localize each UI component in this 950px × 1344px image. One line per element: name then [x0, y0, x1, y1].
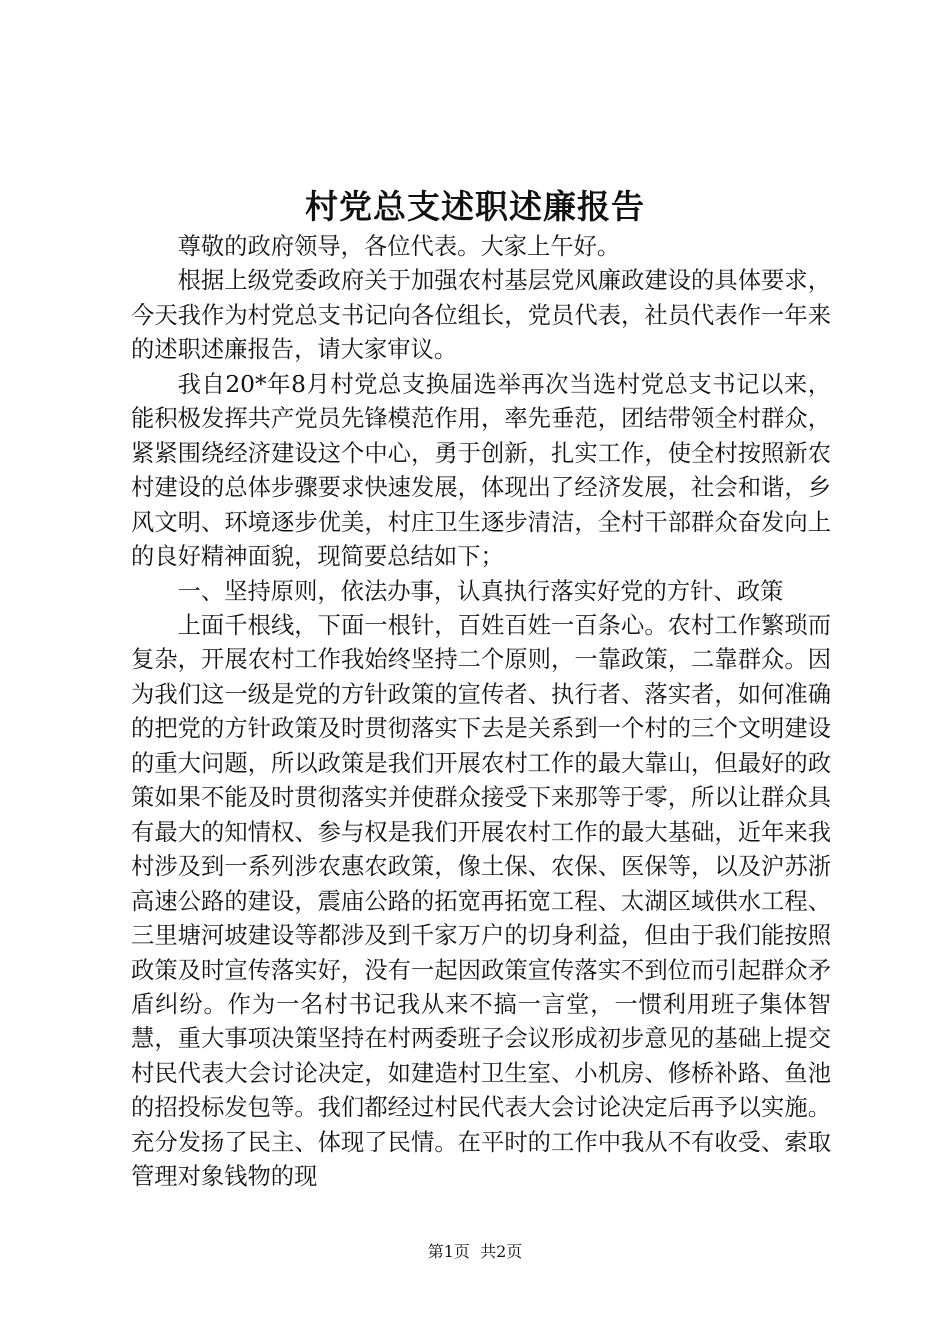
page-footer — [0, 1240, 950, 1264]
paragraph-greeting: 尊敬的政府领导，各位代表。大家上午好。 — [177, 233, 621, 260]
paragraph-summary: 我自20*年8月村党总支换届选举再次当选村党总支书记以来，能积极发挥共产党员先锋模范作用，率先垂范，团结带领全村群众，紧紧围绕经济建设这个中心，勇于创新，扎实工作，使全村按照新农村建设的总体步骤要求快速发展，体现出了经济发展，社会和谐，乡风文明、环境逐步优美，村庄卫生逐步清洁，全村干部群众奋发向上的良好精神面貌，现简要总结如下； — [131, 370, 831, 571]
page-number: 第1页 — [427, 1242, 470, 1261]
section-heading-1: 一、坚持原则，依法办事，认真执行落实好党的方针、政策 — [177, 577, 784, 605]
paragraph-intro: 根据上级党委政府关于加强农村基层党风廉政建设的具体要求，今天我作为村党总支书记向各位组长，党员代表，社员代表作一年来的述职述廉报告，请大家审议。 — [131, 267, 831, 364]
document-body — [131, 230, 831, 1195]
page-total: 共2页 — [480, 1242, 523, 1261]
document-title: 村党总支述职述廉报告 — [305, 187, 645, 226]
paragraph-section-1: 上面千根线，下面一根针，百姓百姓一百条心。农村工作繁琐而复杂，开展农村工作我始终坚持二个原则，一靠政策，二靠群众。因为我们这一级是党的方针政策的宣传者、执行者、落实者，如何准确的把党的方针政策及时贯彻落实下去是关系到一个村的三个文明建设的重大问题，所以政策是我们开展农村工作的最大靠山，但最好的政策如果不能及时贯彻落实并使群众接受下来那等于零，所以让群众具有最大的知情权、参与权是我们开展农村工作的最大基础，近年来我村涉及到一系列涉农惠农政策，像土保、农保、医保等，以及沪苏浙高速公路的建设，震庙公路的拓宽再拓宽工程、太湖区域供水工程、三里塘河坡建设等都涉及到千家万户的切身利益，但由于我们能按照政策及时宣传落实好，没有一起因政策宣传落实不到位而引起群众矛盾纠纷。作为一名村书记我从来不搞一言堂，一惯利用班子集体智慧，重大事项决策坚持在村两委班子会议形成初步意见的基础上提交村民代表大会讨论决定，如建造村卫生室、小机房、修桥补路、鱼池的招投标发包等。我们都经过村民代表大会讨论决定后再予以实施。充分发扬了民主、体现了民情。在平时的工作中我从不有收受、索取管理对象钱物的现 — [131, 611, 831, 1191]
